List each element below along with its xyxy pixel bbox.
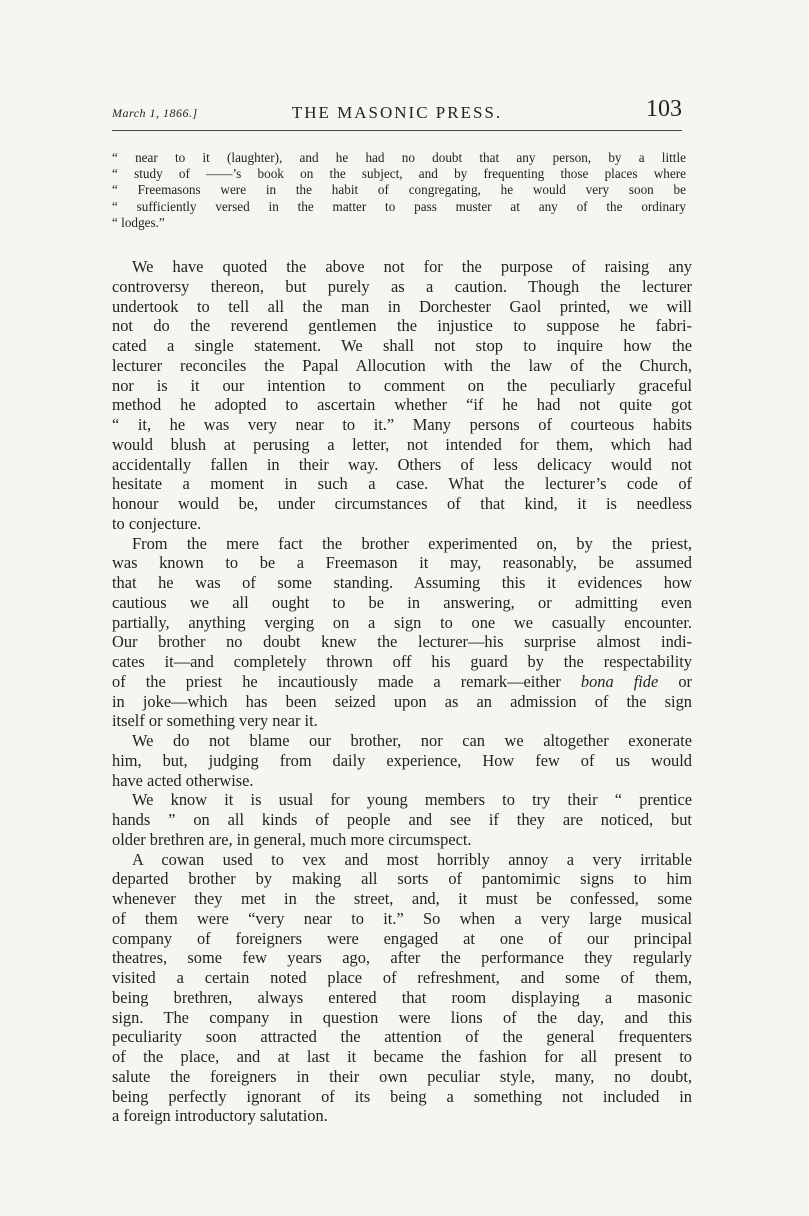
text-line: company of foreigners were engaged at one of our principal <box>112 928 692 948</box>
text-line: Our brother no doubt knew the lecturer—his surprise almost indi- <box>112 632 692 652</box>
paragraph-1 <box>112 257 692 534</box>
text-line: lecturer reconciles the Papal Allocution with the law of the Church, <box>112 355 692 375</box>
page-number: 103 <box>646 96 682 122</box>
quoted-passage <box>112 150 686 231</box>
text-line: method he adopted to ascertain whether “if he had not quite got <box>112 395 692 415</box>
text-line: We have quoted the above not for the purpose of raising any <box>132 257 692 276</box>
text-line: was known to be a Freemason it may, reasonably, be assumed <box>112 553 692 573</box>
text-line: departed brother by making all sorts of pantomimic signs to him <box>112 869 692 889</box>
text-line: to conjecture. <box>112 513 202 533</box>
text-line: a foreign introductory salutation. <box>112 1106 328 1126</box>
text-line: have acted otherwise. <box>112 770 254 790</box>
text-line: salute the foreigners in their own peculiar style, many, no doubt, <box>112 1066 692 1086</box>
header-rule <box>112 130 682 131</box>
text-line: sign. The company in question were lions of the day, and this <box>112 1007 692 1027</box>
text-line: visited a certain noted place of refreshment, and some of them, <box>112 968 692 987</box>
text-line: controversy thereon, but purely as a caution. Though the lecturer <box>112 276 692 296</box>
paragraph-3 <box>112 731 692 790</box>
text-line: not do the reverend gentlemen the injustice to suppose he fabri- <box>112 316 692 336</box>
text-line: A cowan used to vex and most horribly annoy a very irritable <box>132 849 692 869</box>
text-line: peculiarity soon attracted the attention of the general frequenters <box>112 1027 692 1047</box>
quote-line: “ Freemasons were in the habit of congregating, he would very soon be <box>112 182 686 198</box>
paragraph-2 <box>112 534 692 732</box>
text-line: nor is it our intention to comment on the peculiarly graceful <box>112 375 692 395</box>
text-line: “ it, he was very near to it.” Many persons of courteous habits <box>112 415 692 434</box>
article-body <box>112 257 692 1126</box>
text-line: partially, anything verging on a sign to one we casually encounter. <box>112 612 692 632</box>
text-line: being brethren, always entered that room displaying a masonic <box>112 987 692 1007</box>
text-line: of them were “very near to it.” So when a very large musical <box>112 908 692 928</box>
quote-line: “ study of ——’s book on the subject, and by frequenting those places where <box>112 166 686 182</box>
text-line: in joke—which has been seized upon as an admission of the sign <box>112 691 692 711</box>
text-line: that he was of some standing. Assuming this it evidences how <box>112 573 692 592</box>
text-line: accidentally fallen in their way. Others of less delicacy would not <box>112 454 692 474</box>
quote-line: “ lodges.” <box>112 214 165 230</box>
text-line: cated a single statement. We shall not stop to inquire how the <box>112 336 692 355</box>
text-line: itself or something very near it. <box>112 711 318 731</box>
text-line: cates it—and completely thrown off his guard by the respectability <box>112 652 692 671</box>
text-line: We do not blame our brother, nor can we altogether exonerate <box>132 731 692 750</box>
text-line: We know it is usual for young members to try their “ prentice <box>132 790 692 810</box>
text-line: would blush at perusing a letter, not intended for them, which had <box>112 434 692 454</box>
paragraph-4 <box>112 790 692 849</box>
text-line: From the mere fact the brother experimented on, by the priest, <box>132 533 692 553</box>
text-line: whenever they met in the street, and, it must be confessed, some <box>112 889 692 908</box>
header-title: THE MASONIC PRESS. <box>291 103 503 122</box>
text-line: undertook to tell all the man in Dorchester Gaol printed, we will <box>112 296 692 316</box>
header-date: March 1, 1866.] <box>112 106 198 120</box>
text-line: older brethren are, in general, much more circumspect. <box>112 829 472 849</box>
text-line: honour would be, under circumstances of that kind, it is needless <box>112 494 692 513</box>
text-line: hands ” on all kinds of people and see if they are noticed, but <box>112 810 692 829</box>
italic-phrase: bona fide <box>580 671 659 691</box>
text-line <box>112 672 692 692</box>
text-line: him, but, judging from daily experience, How few of us would <box>112 750 692 770</box>
running-header <box>112 96 682 126</box>
paragraph-5 <box>112 850 692 1127</box>
text-line: theatres, some few years ago, after the performance they regularly <box>112 948 692 968</box>
quote-line: “ near to it (laughter), and he had no doubt that any person, by a little <box>112 150 686 165</box>
quote-line: “ sufficiently versed in the matter to pass muster at any of the ordinary <box>112 198 686 214</box>
text-span: of the priest he incautiously made a remark—either <box>112 671 581 691</box>
text-line: being perfectly ignorant of its being a something not included in <box>112 1086 692 1106</box>
text-line: cautious we all ought to be in answering, or admitting even <box>112 592 692 612</box>
text-line: hesitate a moment in such a case. What the lecturer’s code of <box>112 474 692 494</box>
text-line: of the place, and at last it became the fashion for all present to <box>112 1047 692 1066</box>
text-span: or <box>658 671 692 691</box>
